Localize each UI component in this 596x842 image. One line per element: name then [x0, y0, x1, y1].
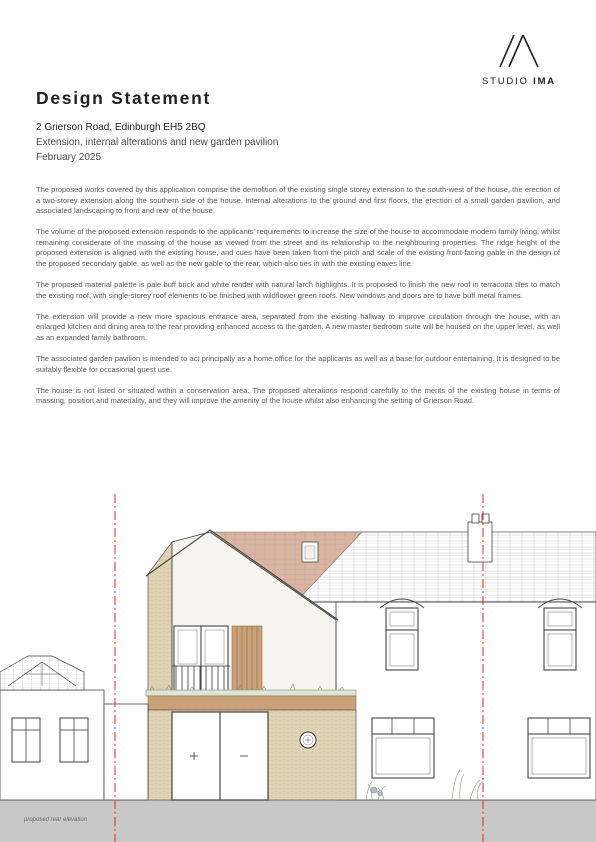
roof-window-glass: [305, 546, 315, 559]
logo-text: [474, 76, 564, 87]
site-address: 2 Grierson Road, Edinburgh EH5 2BQ: [36, 122, 206, 133]
chimney-pot: [472, 514, 479, 523]
logo-name-light: STUDIO: [482, 76, 534, 87]
paragraph: The extension will provide a new more spacious entrance area, separated from the existing hallway to improve circulation through the house, with an enlarged kitchen and dining area to the rear providing enhanced access to the garden. A new master bedroom suite will be housed on the upper level, as well as an expanded family bathroom.: [36, 311, 560, 343]
logo-mark-icon: [496, 34, 542, 68]
drawing-caption: proposed rear elevation: [24, 817, 88, 823]
paragraph: The proposed works covered by this application comprise the demolition of the existing single storey extension to the south-west of the house, the erection of a two-storey extension along the southern side of the house, internal alterations to the ground and first floors, the erection of a small garden pavilion, and associated landscaping to front and rear of the house.: [36, 185, 560, 216]
document-date: February 2025: [36, 152, 102, 163]
green-roof: [146, 690, 356, 696]
dormer-window: [544, 608, 576, 670]
dormer-window: [386, 608, 418, 670]
rear-elevation-drawing: [0, 490, 596, 842]
logo-name-bold: IMA: [533, 76, 556, 87]
ground-floor-window: [528, 718, 590, 778]
gable-brick-side: [148, 542, 172, 696]
project-subtitle: Extension, internal alterations and new garden pavilion: [36, 137, 279, 148]
ground-floor-window: [372, 718, 434, 778]
statement-body: [36, 185, 560, 418]
extension-fascia: [148, 696, 356, 710]
paragraph: The volume of the proposed extension responds to the applicants' requirements to increase the size of the house to accommodate modern family living, whilst remaining considerate of the massing of the house as viewed from the street and its relationship to the neighbouring properties. The ridge height of the proposed extension is aligned with the existing house, and cues have been taken from the pitch and scale of the existing front-facing gable in the design of the proposed secondary gable, as well as the new gable to the rear, which also ties in with the existing eaves line.: [36, 227, 560, 269]
page-title: Design Statement: [36, 88, 212, 108]
ground-plane: [0, 800, 596, 842]
chimney-stack: [468, 522, 492, 562]
paragraph: The proposed material palette is pale buff brick and white render with natural larch highlights. It is proposed to finish the new roof in terracotta tiles to match the existing roof, with single-storey roof elements to be finished with wildflower green roofs. New windows and doors are to have buff metal frames.: [36, 280, 560, 300]
paragraph: The associated garden pavilion is intended to act principally as a home office for the applicants as well as a base for outdoor entertaining. It is designed to be suitably flexible for occasional guest use.: [36, 354, 560, 374]
paragraph: The house is not listed or situated within a conservation area. The proposed alterations respond carefully to the merits of the existing house in terms of massing, position and materiality, and they will improve the amenity of the house whilst also enhancing the setting of Grierson Road.: [36, 385, 560, 406]
